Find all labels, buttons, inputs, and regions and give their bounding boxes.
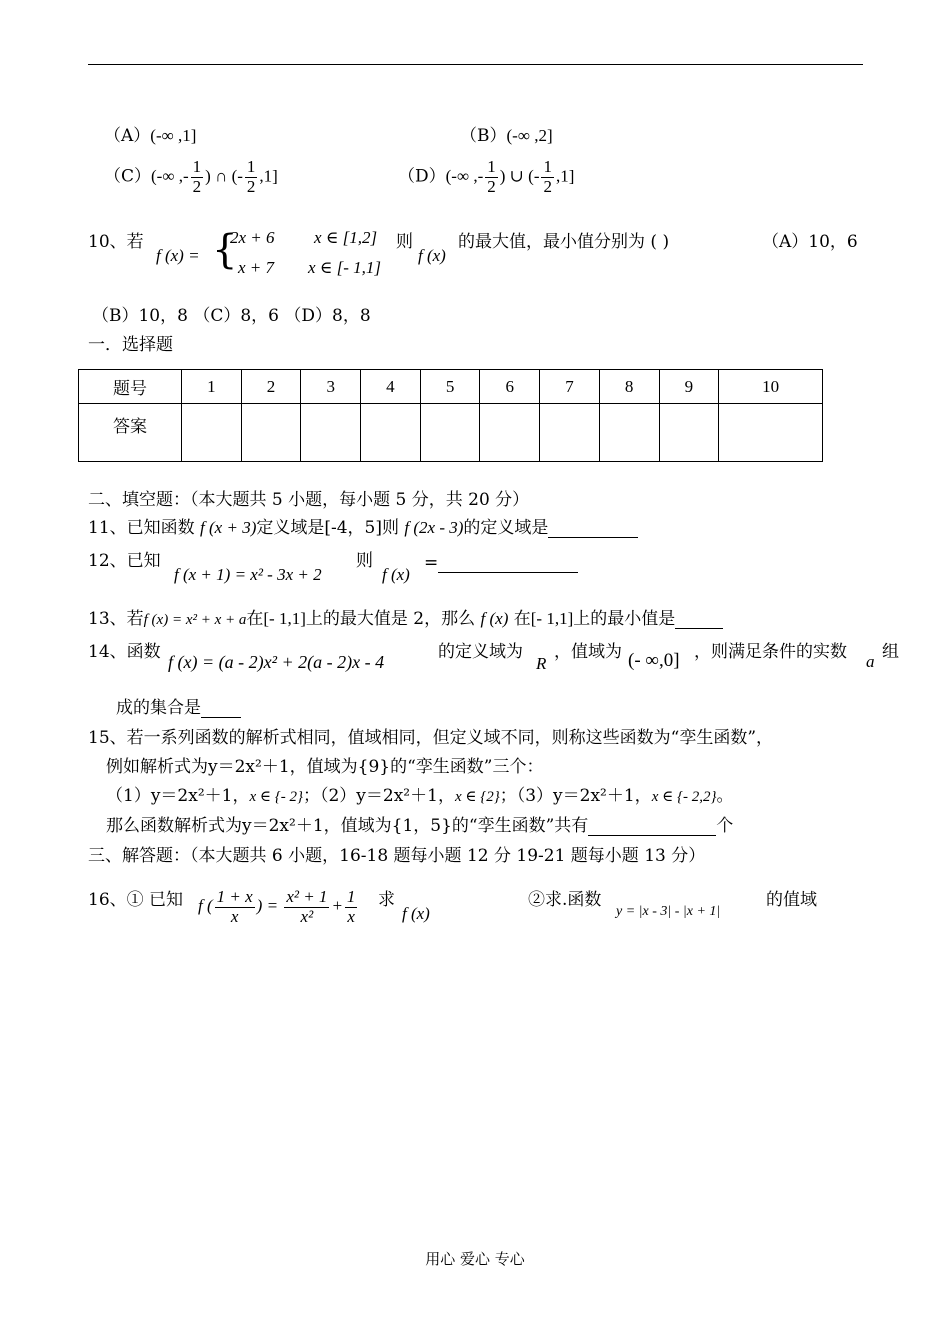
table-col-number: 2 xyxy=(241,370,301,404)
q14-text5: 组 xyxy=(882,642,899,662)
table-col-number: 10 xyxy=(719,370,823,404)
q15-line2: 例如解析式为y＝2x²＋1，值域为{9}的“孪生函数”三个： xyxy=(106,757,544,777)
q14-line2: 成的集合是 xyxy=(116,698,241,718)
q14-answer-blank[interactable] xyxy=(201,717,241,718)
q11-answer-blank[interactable] xyxy=(548,537,638,538)
table-col-number: 7 xyxy=(540,370,600,404)
table-header-row xyxy=(79,370,823,404)
table-answer-row xyxy=(79,404,823,462)
q16-part2: ②求.函数 xyxy=(528,890,602,910)
q14-R: R xyxy=(536,654,547,673)
q11: 11、已知函数 f (x + 3)定义域是[-4，5]则 f (2x - 3)的定义域是 xyxy=(88,518,638,538)
q14-text3: ，值域为 xyxy=(554,642,622,662)
q12-equation: f (x + 1) = x² - 3x + 2 xyxy=(174,565,322,584)
q10-ze: 则 xyxy=(396,232,413,252)
q16-part2-eq: y = |x - 3| - |x + 1| xyxy=(616,904,721,919)
q13-answer-blank[interactable] xyxy=(675,628,723,629)
answer-cell[interactable] xyxy=(301,404,361,462)
q15-line4: 那么函数解析式为y＝2x²＋1，值域为{1，5}的“孪生函数”共有 个 xyxy=(106,816,734,836)
table-col-number: 6 xyxy=(480,370,540,404)
q16-fx: f (x) xyxy=(402,904,430,923)
q14-a: a xyxy=(866,652,875,671)
answer-cell[interactable] xyxy=(480,404,540,462)
table-answer-label: 答案 xyxy=(79,404,182,462)
q9-option-d: （D）(-∞ ,- $\frac{1}{2}$ ) ∪ (- $\frac{1}{2}$ ,1] xyxy=(398,157,575,196)
answer-cell[interactable] xyxy=(540,404,600,462)
q10-option-a: （A）10，6 xyxy=(762,232,858,252)
q14-text4: ，则满足条件的实数 xyxy=(694,642,847,662)
q12-fx: f (x) xyxy=(382,565,410,584)
answer-cell[interactable] xyxy=(361,404,421,462)
table-col-number: 1 xyxy=(182,370,242,404)
q10-lead: 10、若 xyxy=(88,232,144,252)
q12-eq-sign: = xyxy=(424,553,578,573)
page-footer: 用心 爱心 专心 xyxy=(425,1250,525,1268)
q15-line3: （1）y＝2x²＋1，x ∈ {- 2}；（2）y＝2x²＋1，x ∈ {2}；（3）y＝2x²＋1，x ∈ {- 2,2}。 xyxy=(106,786,734,806)
table-header-label: 题号 xyxy=(79,370,182,404)
q12-lead: 12、已知 xyxy=(88,551,161,571)
q12-answer-blank[interactable] xyxy=(438,572,578,573)
answer-cell[interactable] xyxy=(719,404,823,462)
q9-option-b: （B）(-∞ ,2] xyxy=(460,126,553,146)
q14-text2: 的定义域为 xyxy=(438,642,523,662)
q15-answer-blank[interactable] xyxy=(588,835,716,836)
table-col-number: 3 xyxy=(301,370,361,404)
q16-part2-tail: 的值域 xyxy=(766,890,817,910)
q16-qiu: 求 xyxy=(378,890,395,910)
q13: 13、若f (x) = x² + x + a在[- 1,1]上的最大值是 2，那么 f (x) 在[- 1,1]上的最小值是 xyxy=(88,609,723,629)
section-3-title: 三、解答题：（本大题共 6 小题，16-18 题每小题 12 分 19-21 题每小题 13 分） xyxy=(88,846,706,866)
table-col-number: 5 xyxy=(420,370,480,404)
q14-lead: 14、函数 xyxy=(88,642,161,662)
answer-cell[interactable] xyxy=(599,404,659,462)
answer-table xyxy=(78,369,823,462)
section-2-title: 二、填空题：（本大题共 5 小题，每小题 5 分，共 20 分） xyxy=(88,490,530,510)
section-1-title: 一．选择题 xyxy=(88,335,173,355)
table-col-number: 9 xyxy=(659,370,719,404)
answer-cell[interactable] xyxy=(420,404,480,462)
q9-option-a: （A）(-∞ ,1] xyxy=(104,126,197,146)
q9-option-c: （C）(-∞ ,- $\frac{1}{2}$ ) ∩ (- $\frac{1}{2}$ ,1] xyxy=(104,157,278,196)
q10-fx2: f (x) xyxy=(418,246,446,265)
answer-cell[interactable] xyxy=(659,404,719,462)
q15-line1: 15、若一系列函数的解析式相同，值域相同，但定义域不同，则称这些函数为“孪生函数”， xyxy=(88,728,774,748)
q14-range: (- ∞,0] xyxy=(628,650,680,671)
table-col-number: 8 xyxy=(599,370,659,404)
q16-equation: f ( $\frac{1 + x}{x}$ ) = $\frac{\text{x² + 1}}{\text{x²}}$ + $\frac{1}{x}$ xyxy=(198,887,356,926)
q12-ze: 则 xyxy=(356,551,373,571)
q10-options: （B）10，8 （C）8，6 （D）8，8 xyxy=(92,306,371,326)
q14-equation: f (x) = (a - 2)x² + 2(a - 2)x - 4 xyxy=(168,652,385,672)
q10-tail: 的最大值，最小值分别为 ( ) xyxy=(458,232,670,252)
q10-fx: f (x) = xyxy=(156,246,200,265)
header-rule xyxy=(88,64,863,65)
answer-cell[interactable] xyxy=(241,404,301,462)
q16-lead: 16、① 已知 xyxy=(88,890,184,910)
table-col-number: 4 xyxy=(361,370,421,404)
answer-cell[interactable] xyxy=(182,404,242,462)
